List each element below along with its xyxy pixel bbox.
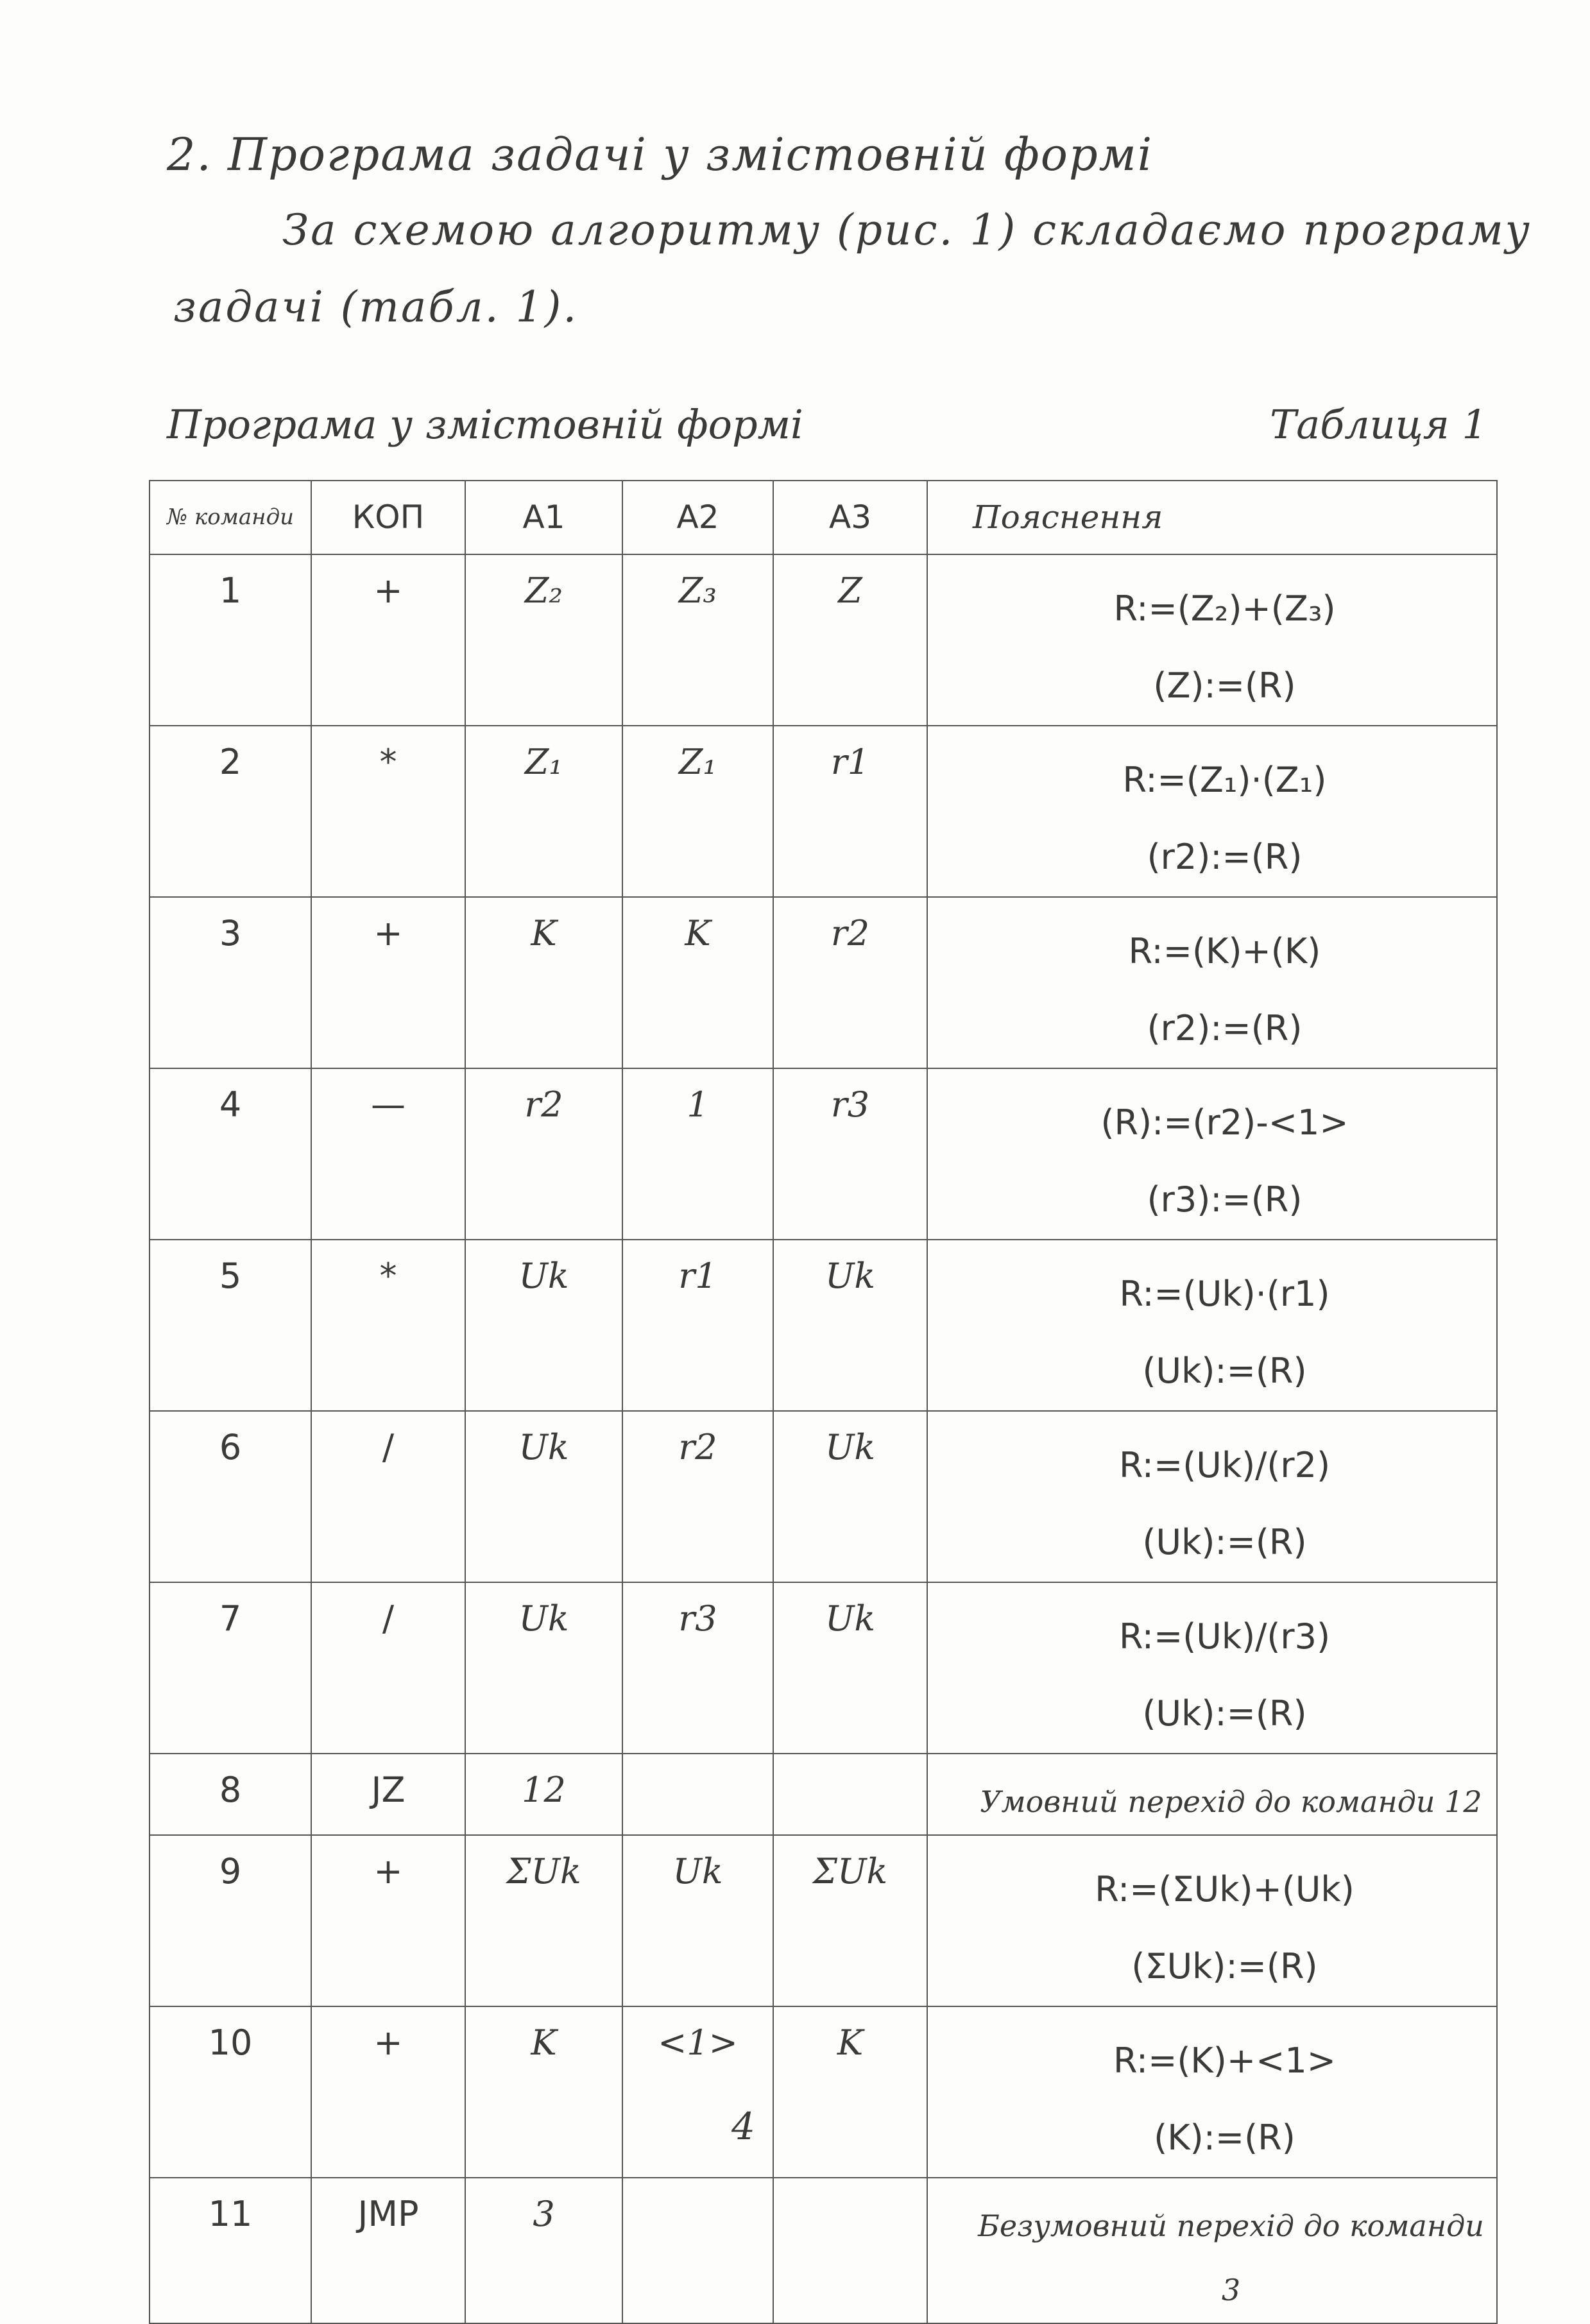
- program-table: [149, 480, 1498, 2324]
- cell-num: 3: [150, 897, 311, 1068]
- cell-a1: ΣUk: [465, 1835, 622, 2006]
- table-row: [150, 2006, 1497, 2178]
- explanation-line-1: Умовний перехід до команди 12: [980, 1784, 1482, 1819]
- explanation-line-2: (Uk):=(R): [1142, 1351, 1307, 1391]
- cell-a2: [622, 1754, 773, 1835]
- cell-a2: Z₁: [622, 726, 773, 897]
- cell-num: 2: [150, 726, 311, 897]
- cell-a2: Z₃: [622, 554, 773, 726]
- cell-explanation: [927, 1411, 1497, 1582]
- cell-kop: +: [311, 897, 465, 1068]
- explanation-line-1: R:=(Z₂)+(Z₃): [1113, 588, 1336, 629]
- header-kop: КОП: [311, 481, 465, 554]
- explanation-line-1: R:=(Uk)/(r2): [1118, 1445, 1331, 1485]
- header-a2: A2: [622, 481, 773, 554]
- cell-a1: Uk: [465, 1582, 622, 1754]
- table-row: [150, 1411, 1497, 1582]
- cell-num: 6: [150, 1411, 311, 1582]
- explanation-line-1: R:=(ΣUk)+(Uk): [1095, 1869, 1355, 1910]
- explanation-line-2: (ΣUk):=(R): [1131, 1946, 1318, 1987]
- cell-kop: /: [311, 1582, 465, 1754]
- table-title: Програма у змістовній формі: [167, 401, 803, 448]
- cell-kop: *: [311, 1240, 465, 1411]
- cell-num: 10: [150, 2006, 311, 2178]
- header-explanation: Пояснення: [927, 481, 1497, 554]
- cell-a2: [622, 2178, 773, 2323]
- cell-explanation: [927, 897, 1497, 1068]
- cell-kop: /: [311, 1411, 465, 1582]
- explanation-line-1: R:=(Uk)/(r3): [1118, 1616, 1331, 1657]
- cell-a1: r2: [465, 1068, 622, 1240]
- cell-a3: [773, 2178, 927, 2323]
- explanation-line-2: (Uk):=(R): [1142, 1522, 1307, 1562]
- cell-a1: Z₂: [465, 554, 622, 726]
- cell-kop: JMP: [311, 2178, 465, 2323]
- cell-num: 7: [150, 1582, 311, 1754]
- cell-explanation: [927, 1068, 1497, 1240]
- cell-a1: Uk: [465, 1240, 622, 1411]
- cell-explanation: [927, 1835, 1497, 2006]
- explanation-line-2: (Uk):=(R): [1142, 1693, 1307, 1734]
- cell-a3: Uk: [773, 1411, 927, 1582]
- cell-kop: JZ: [311, 1754, 465, 1835]
- cell-a1: K: [465, 897, 622, 1068]
- explanation-line-1: R:=(Uk)·(r1): [1119, 1274, 1330, 1314]
- cell-a1: Z₁: [465, 726, 622, 897]
- cell-explanation: [927, 1240, 1497, 1411]
- explanation-line-1: (R):=(r2)-<1>: [1100, 1102, 1349, 1143]
- cell-a2: r2: [622, 1411, 773, 1582]
- table-row: [150, 1835, 1497, 2006]
- table-label: Таблиця 1: [1269, 401, 1487, 448]
- cell-num: 1: [150, 554, 311, 726]
- table-row: [150, 1582, 1497, 1754]
- cell-a3: Z: [773, 554, 927, 726]
- cell-explanation: [927, 1754, 1497, 1835]
- cell-explanation: [927, 2006, 1497, 2178]
- explanation-line-2: (r2):=(R): [1147, 1008, 1303, 1048]
- cell-num: 5: [150, 1240, 311, 1411]
- table-row: [150, 2178, 1497, 2323]
- cell-num: 9: [150, 1835, 311, 2006]
- explanation-line-2: (r3):=(R): [1147, 1179, 1303, 1220]
- explanation-line-1: R:=(K)+<1>: [1113, 2040, 1336, 2081]
- cell-kop: +: [311, 554, 465, 726]
- table-row: [150, 726, 1497, 897]
- paragraph-line-2: задачі (табл. 1).: [173, 282, 579, 332]
- cell-a1: Uk: [465, 1411, 622, 1582]
- cell-a2: r1: [622, 1240, 773, 1411]
- cell-explanation: [927, 2178, 1497, 2323]
- cell-kop: —: [311, 1068, 465, 1240]
- cell-kop: +: [311, 1835, 465, 2006]
- cell-a3: Uk: [773, 1582, 927, 1754]
- cell-a2: K: [622, 897, 773, 1068]
- cell-a2: r3: [622, 1582, 773, 1754]
- cell-num: 8: [150, 1754, 311, 1835]
- explanation-line-2: (K):=(R): [1154, 2117, 1295, 2158]
- cell-a3: [773, 1754, 927, 1835]
- header-a1: A1: [465, 481, 622, 554]
- explanation-line-1: R:=(K)+(K): [1128, 931, 1321, 971]
- cell-explanation: [927, 726, 1497, 897]
- page-number: 4: [731, 2105, 755, 2148]
- cell-a1: K: [465, 2006, 622, 2178]
- cell-a3: r2: [773, 897, 927, 1068]
- table-row: [150, 1754, 1497, 1835]
- cell-a3: r1: [773, 726, 927, 897]
- cell-a3: Uk: [773, 1240, 927, 1411]
- cell-num: 4: [150, 1068, 311, 1240]
- header-num: № команди: [150, 481, 311, 554]
- explanation-line-1: R:=(Z₁)·(Z₁): [1122, 760, 1327, 800]
- section-heading: 2. Програма задачі у змістовній формі: [167, 128, 1154, 181]
- explanation-line-2: (r2):=(R): [1147, 837, 1303, 877]
- cell-explanation: [927, 554, 1497, 726]
- cell-kop: *: [311, 726, 465, 897]
- table-row: [150, 554, 1497, 726]
- table-row: [150, 897, 1497, 1068]
- cell-kop: +: [311, 2006, 465, 2178]
- table-header-row: [150, 481, 1497, 554]
- table-row: [150, 1068, 1497, 1240]
- cell-a2: 1: [622, 1068, 773, 1240]
- explanation-line-2: (Z):=(R): [1153, 665, 1296, 706]
- cell-explanation: [927, 1582, 1497, 1754]
- cell-a3: ΣUk: [773, 1835, 927, 2006]
- table-row: [150, 1240, 1497, 1411]
- cell-a2: <1>: [622, 2006, 773, 2178]
- header-a3: A3: [773, 481, 927, 554]
- cell-a1: 3: [465, 2178, 622, 2323]
- explanation-line-1: Безумовний перехід до команди 3: [978, 2209, 1484, 2307]
- cell-a1: 12: [465, 1754, 622, 1835]
- cell-a2: Uk: [622, 1835, 773, 2006]
- paragraph-line-1: За схемою алгоритму (рис. 1) складаємо програму: [282, 205, 1532, 255]
- cell-a3: r3: [773, 1068, 927, 1240]
- cell-a3: K: [773, 2006, 927, 2178]
- cell-num: 11: [150, 2178, 311, 2323]
